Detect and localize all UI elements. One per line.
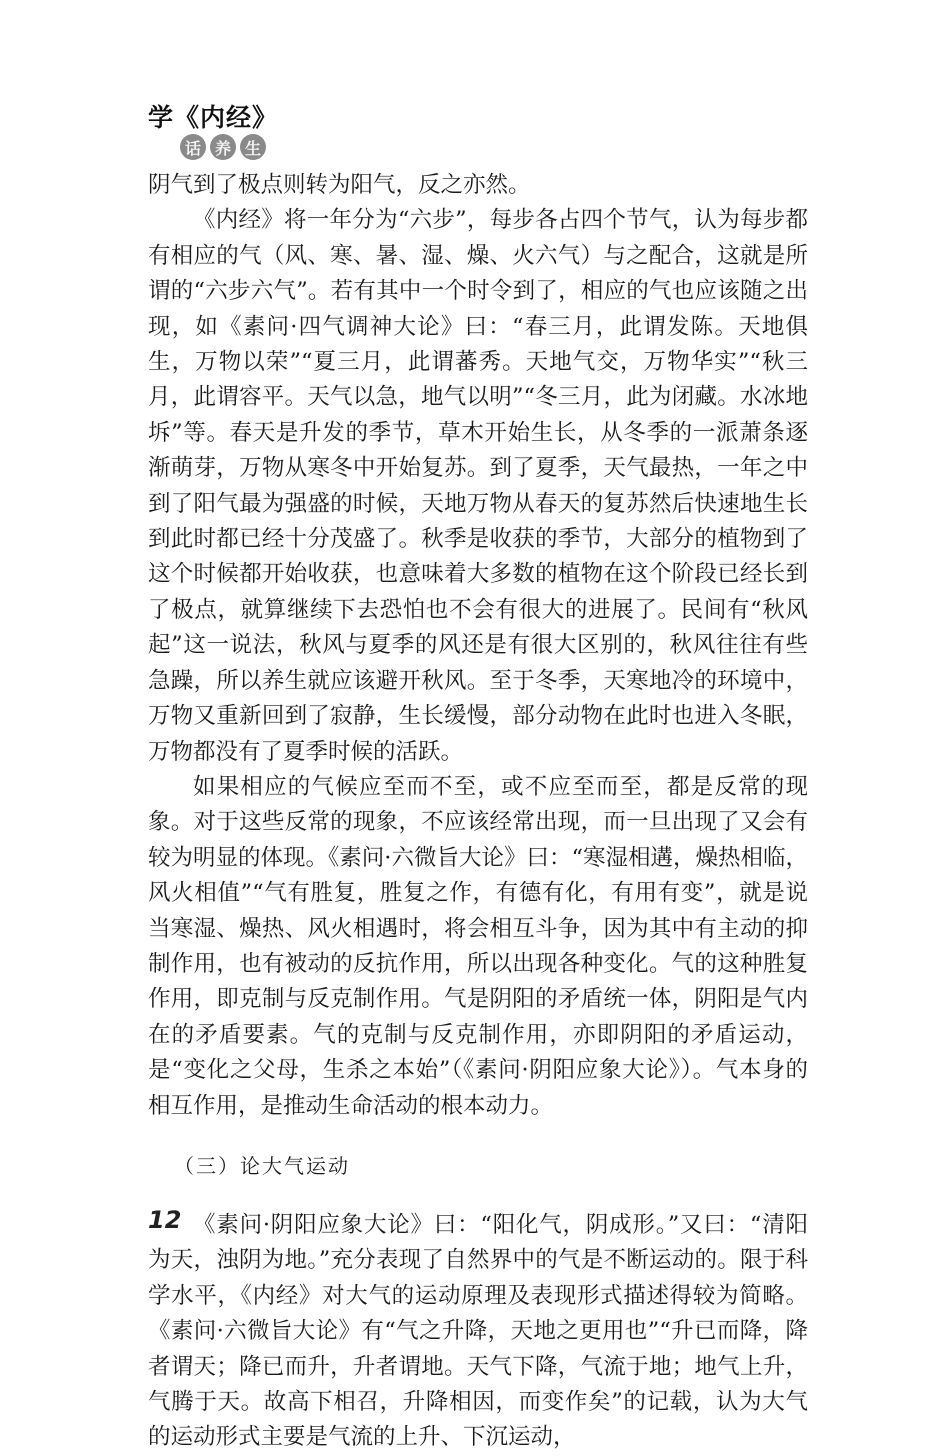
body-text	[148, 168, 808, 1456]
running-header-title: 学《内经》	[148, 103, 279, 132]
paragraph-2: 《内经》将一年分为“六步”，每步各占四个节气，认为每步都有相应的气（风、寒、暑、湿、燥、火六气）与之配合，这就是所谓的“六步六气”。若有其中一个时令到了，相应的气也应该随之出现，如《素问·四气调神大论》曰：“春三月，此谓发陈。天地俱生，万物以荣”“夏三月，此谓蕃秀。天地气交，万物华实”“秋三月，此谓容平。天气以急，地气以明”“冬三月，此为闭藏。水冰地坼”等。春天是升发的季节，草木开始生长，从冬季的一派萧条逐渐萌芽，万物从寒冬中开始复苏。到了夏季，天气最热，一年之中到了阳气最为强盛的时候，天地万物从春天的复苏然后快速地生长到此时都已经十分茂盛了。秋季是收获的季节，大部分的植物到了这个时候都开始收获，也意味着大多数的植物在这个阶段已经长到了极点，就算继续下去恐怕也不会有很大的进展了。民间有“秋风起”这一说法，秋风与夏季的风还是有很大区别的，秋风往往有些急躁，所以养生就应该避开秋风。至于冬季，天寒地冷的环境中，万物又重新回到了寂静，生长缓慢，部分动物在此时也进入冬眠，万物都没有了夏季时候的活跃。	[148, 207, 808, 765]
page-number: 12	[148, 1206, 182, 1234]
paragraph-1: 阴气到了极点则转为阳气，反之亦然。	[148, 172, 531, 198]
subtitle-char-1: 话	[180, 134, 206, 160]
paragraph-4: 《素问·阴阳应象大论》曰：“阳化气，阴成形。”又曰：“清阳为天，浊阴为地。”充分表现了自然界中的气是不断运动的。限于科学水平，《内经》对大气的运动原理及表现形式描述得较为简略。《素问·六微旨大论》有“气之升降，天地之更用也”“升已而降，降者谓天；降已而升，升者谓地。天气下降，气流于地；地气上升，气腾于天。故高下相召，升降相因，而变作矣”的记载，认为大气的运动形式主要是气流的上升、下沉运动，	[148, 1211, 808, 1451]
paragraph-3: 如果相应的气候应至而不至，或不应至而至，都是反常的现象。对于这些反常的现象，不应该经常出现，而一旦出现了又会有较为明显的体现。《素问·六微旨大论》曰：“寒湿相遘，燥热相临，风火相值”“气有胜复，胜复之作，有德有化，有用有变”，就是说当寒湿、燥热、风火相遇时，将会相互斗争，因为其中有主动的抑制作用，也有被动的反抗作用，所以出现各种变化。气的这种胜复作用，即克制与反克制作用。气是阴阳的矛盾统一体，阴阳是气内在的矛盾要素。气的克制与反克制作用，亦即阴阳的矛盾运动，是“变化之父母，生杀之本始”（《素问·阴阳应象大论》）。气本身的相互作用，是推动生命活动的根本动力。	[148, 773, 808, 1119]
subtitle-char-3: 生	[240, 134, 266, 160]
running-header-subtitle	[180, 134, 266, 160]
subtitle-char-2: 养	[210, 134, 236, 160]
section-heading: （三）论大气运动	[174, 1153, 350, 1178]
